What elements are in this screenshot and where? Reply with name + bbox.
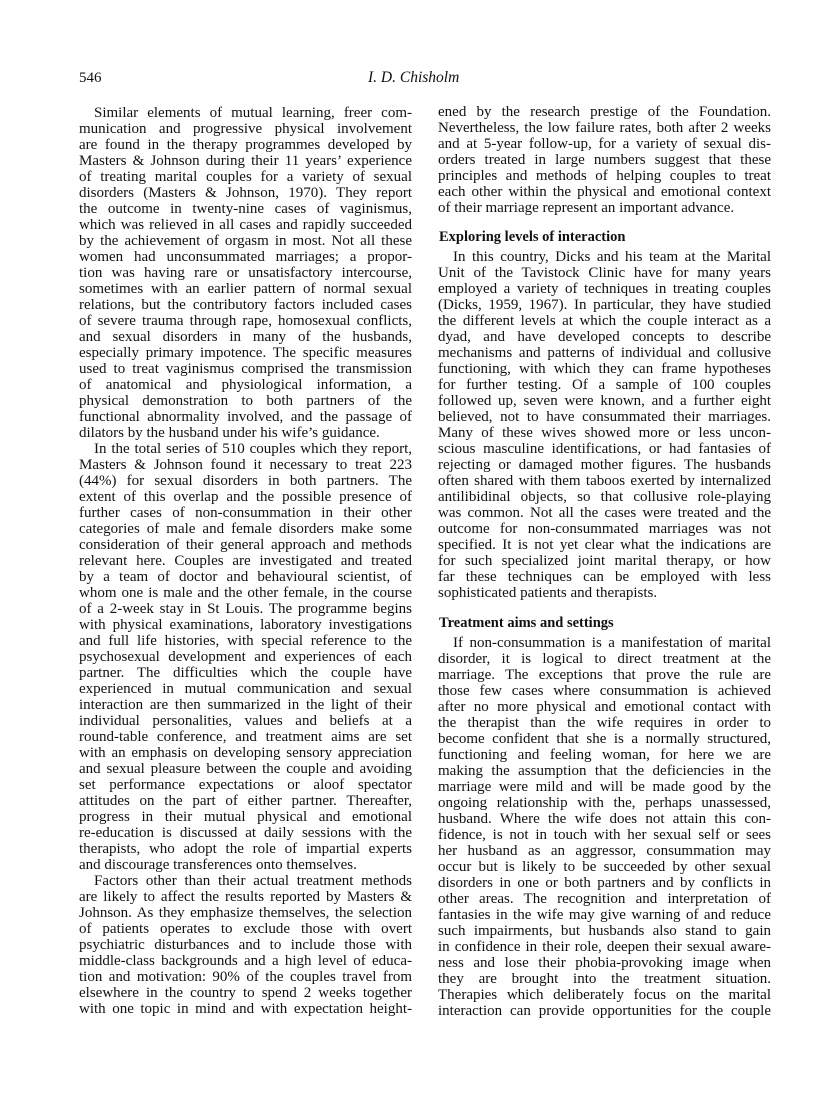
paragraph xyxy=(438,104,771,216)
text-line: middle-class backgrounds and a high level of educa- xyxy=(79,953,412,969)
paragraph xyxy=(79,873,412,1017)
text-line: Factors other than their actual treatment methods xyxy=(94,873,412,889)
text-line: dilators by the husband under his wife’s guidance. xyxy=(79,425,380,441)
text-line: of severe trauma through rape, homosexual conflicts, xyxy=(79,313,412,329)
text-line: specified. It is not yet clear what the indications are xyxy=(438,537,771,553)
text-line: consideration of their general approach and methods xyxy=(79,537,412,553)
text-line: ongoing relationship with the, perhaps unassessed, xyxy=(438,795,771,811)
text-line: employed a variety of techniques in treating couples xyxy=(438,281,771,297)
text-line: sophisticated patients and therapists. xyxy=(438,585,658,601)
text-line: functional abnormality involved, and the passage of xyxy=(79,409,412,425)
text-line: and sexual pleasure between the couple and avoiding xyxy=(79,761,412,777)
text-line: outcome for non-consummated marriages was not xyxy=(438,521,771,537)
right-column-continued-paragraph xyxy=(438,104,771,216)
text-line: Similar elements of mutual learning, freer com- xyxy=(94,105,412,121)
text-line: become confident that she is a normally structured, xyxy=(438,731,771,747)
text-line: of anatomical and physiological information, a xyxy=(79,377,412,393)
text-line: functioning, with which they can frame hypotheses xyxy=(438,361,771,377)
text-line: and at 5-year follow-up, for a variety of sexual dis- xyxy=(438,136,771,152)
section-heading-exploring-levels: Exploring levels of interaction xyxy=(439,229,626,245)
text-line: marriage were mild and will be made good by the xyxy=(438,779,771,795)
text-line: sometimes with an earlier pattern of normal sexual xyxy=(79,281,412,297)
text-line: progress in their mutual physical and emotional xyxy=(79,809,412,825)
text-line: further cases of non-consummation in their other xyxy=(79,505,412,521)
paragraph xyxy=(438,249,771,601)
paragraph xyxy=(79,105,412,441)
text-line: individual personalities, values and beliefs at a xyxy=(79,713,412,729)
text-line: those few cases where consummation is achieved xyxy=(438,683,771,699)
text-line: each other within the physical and emotional context xyxy=(438,184,771,200)
text-line: women had unconsummated marriages; a propor- xyxy=(79,249,412,265)
text-line: for further testing. Of a sample of 100 couples xyxy=(438,377,771,393)
text-line: Masters & Johnson during their 11 years’ experience xyxy=(79,153,412,169)
text-line: with an emphasis on developing sensory appreciation xyxy=(79,745,412,761)
text-line: scious masculine identifications, or had fantasies of xyxy=(438,441,771,457)
text-line: fantasies in the wife may give warning of and reduce xyxy=(438,907,771,923)
running-head: I. D. Chisholm xyxy=(368,69,460,86)
text-line: re-education is discussed at daily sessions with the xyxy=(79,825,412,841)
text-line: munication and progressive physical involvement xyxy=(79,121,412,137)
text-line: by the achievement of orgasm in most. Not all these xyxy=(79,233,412,249)
paragraph xyxy=(79,441,412,873)
text-line: by a team of doctor and behavioural scientist, of xyxy=(79,569,412,585)
text-line: psychosexual development and experiences of each xyxy=(79,649,412,665)
text-line: Therapies which deliberately focus on the marital xyxy=(438,987,771,1003)
text-line: partner. The difficulties which the couple have xyxy=(79,665,412,681)
text-line: extent of this overlap and the possible presence of xyxy=(79,489,412,505)
text-line: of treating marital couples for a variety of sexual xyxy=(79,169,412,185)
text-line: tion was having rare or unsatisfactory intercourse, xyxy=(79,265,412,281)
text-line: relations, but the contributory factors included cases xyxy=(79,297,412,313)
text-line: ness and lose their phobia-provoking image when xyxy=(438,955,771,971)
paragraph xyxy=(438,635,771,1019)
text-line: rejecting or damaged mother figures. The husbands xyxy=(438,457,771,473)
text-line: antilibidinal objects, so that collusive role-playing xyxy=(438,489,771,505)
text-line: functioning and feeling woman, for here we are xyxy=(438,747,771,763)
text-line: they are brought into the treatment situation. xyxy=(438,971,771,987)
text-line: used to treat vaginismus comprised the transmission xyxy=(79,361,412,377)
page-number: 546 xyxy=(79,70,102,86)
text-line: dyad, and have developed concepts to describe xyxy=(438,329,771,345)
text-line: of their marriage represent an important advance. xyxy=(438,200,735,216)
section-treatment-aims-body xyxy=(438,635,771,1019)
text-line: disorders in one or both partners and by conflicts in xyxy=(438,875,771,891)
text-line: elsewhere in the country to spend 2 weeks together xyxy=(79,985,412,1001)
text-line: experienced in mutual communication and sexual xyxy=(79,681,412,697)
text-line: therapists, who adopt the role of impartial experts xyxy=(79,841,412,857)
text-line: occur but is likely to be succeeded by other sexual xyxy=(438,859,771,875)
text-line: (Dicks, 1959, 1967). In particular, they have studied xyxy=(438,297,771,313)
text-line: Johnson. As they emphasize themselves, the selection xyxy=(79,905,412,921)
text-line: mechanisms and patterns of individual and collusive xyxy=(438,345,771,361)
text-line: making the assumption that the deficiencies in the xyxy=(438,763,771,779)
text-line: of a 2-week stay in St Louis. The programme begins xyxy=(79,601,412,617)
section-heading-treatment-aims: Treatment aims and settings xyxy=(439,615,614,631)
text-line: such impairments, but husbands also stand to gain xyxy=(438,923,771,939)
text-line: Unit of the Tavistock Clinic have for many years xyxy=(438,265,771,281)
text-line: far these techniques can be employed with less xyxy=(438,569,771,585)
text-line: the outcome in twenty-nine cases of vaginismus, xyxy=(79,201,412,217)
text-line: believed, not to have consummated their marriages. xyxy=(438,409,771,425)
text-line: husband. Where the wife does not attain this con- xyxy=(438,811,771,827)
text-line: and discourage transferences onto themselves. xyxy=(79,857,357,873)
text-line: are likely to affect the results reported by Masters & xyxy=(79,889,412,905)
text-line: orders treated in large numbers suggest that these xyxy=(438,152,771,168)
left-column xyxy=(79,105,412,1017)
text-line: and full life histories, with special reference to the xyxy=(79,633,412,649)
text-line: for such specialized joint marital therapy, or how xyxy=(438,553,771,569)
text-line: (44%) for sexual disorders in both partners. The xyxy=(79,473,412,489)
text-line: physical demonstration to both partners of the xyxy=(79,393,412,409)
text-line: In this country, Dicks and his team at the Marital xyxy=(453,249,771,265)
text-line: If non-consummation is a manifestation of marital xyxy=(453,635,771,651)
text-line: attitudes on the part of either partner. Thereafter, xyxy=(79,793,412,809)
text-line: whom one is male and the other female, in the course xyxy=(79,585,412,601)
text-line: often shared with them taboos exerted by internalized xyxy=(438,473,771,489)
text-line: round-table conference, and treatment aims are set xyxy=(79,729,412,745)
text-line: her husband as an aggressor, consummation may xyxy=(438,843,771,859)
text-line: are found in the therapy programmes developed by xyxy=(79,137,412,153)
text-line: interaction can provide opportunities for the couple xyxy=(438,1003,771,1019)
text-line: relevant here. Couples are investigated and treated xyxy=(79,553,412,569)
text-line: Masters & Johnson found it necessary to treat 223 xyxy=(79,457,412,473)
text-line: in confidence in their role, deepen their sexual aware- xyxy=(438,939,771,955)
text-line: disorder, it is logical to direct treatment at the xyxy=(438,651,771,667)
text-line: In the total series of 510 couples which they report, xyxy=(94,441,412,457)
text-line: tion and motivation: 90% of the couples travel from xyxy=(79,969,412,985)
text-line: the therapist than the wife requires in order to xyxy=(438,715,771,731)
text-line: and sexual disorders in many of the husbands, xyxy=(79,329,412,345)
section-exploring-levels-body xyxy=(438,249,771,601)
text-line: followed up, seven were known, and a further eight xyxy=(438,393,771,409)
text-line: which was relieved in all cases and rapidly succeeded xyxy=(79,217,412,233)
text-line: Many of these wives showed more or less uncon- xyxy=(438,425,771,441)
text-line: fidence, is not in touch with her sexual self or sees xyxy=(438,827,771,843)
text-line: categories of male and female disorders make some xyxy=(79,521,412,537)
text-line: with one topic in mind and with expectation height- xyxy=(79,1001,412,1017)
text-line: of patients operates to exclude those with overt xyxy=(79,921,412,937)
text-line: psychiatric disturbances and to include those with xyxy=(79,937,412,953)
text-line: interaction are then summarized in the light of their xyxy=(79,697,412,713)
text-line: disorders (Masters & Johnson, 1970). They report xyxy=(79,185,412,201)
text-line: Nevertheless, the low failure rates, both after 2 weeks xyxy=(438,120,771,136)
text-line: marriage. The exceptions that prove the rule are xyxy=(438,667,771,683)
text-line: the different levels at which the couple interact as a xyxy=(438,313,771,329)
text-line: ened by the research prestige of the Foundation. xyxy=(438,104,771,120)
text-line: was common. Not all the cases were treated and the xyxy=(438,505,771,521)
text-line: after no more physical and emotional contact with xyxy=(438,699,771,715)
text-line: especially primary impotence. The specific measures xyxy=(79,345,412,361)
text-line: set performance expectations or aloof spectator xyxy=(79,777,412,793)
text-line: with physical examinations, laboratory investigations xyxy=(79,617,412,633)
text-line: principles and methods of helping couples to treat xyxy=(438,168,771,184)
text-line: other areas. The recognition and interpretation of xyxy=(438,891,771,907)
